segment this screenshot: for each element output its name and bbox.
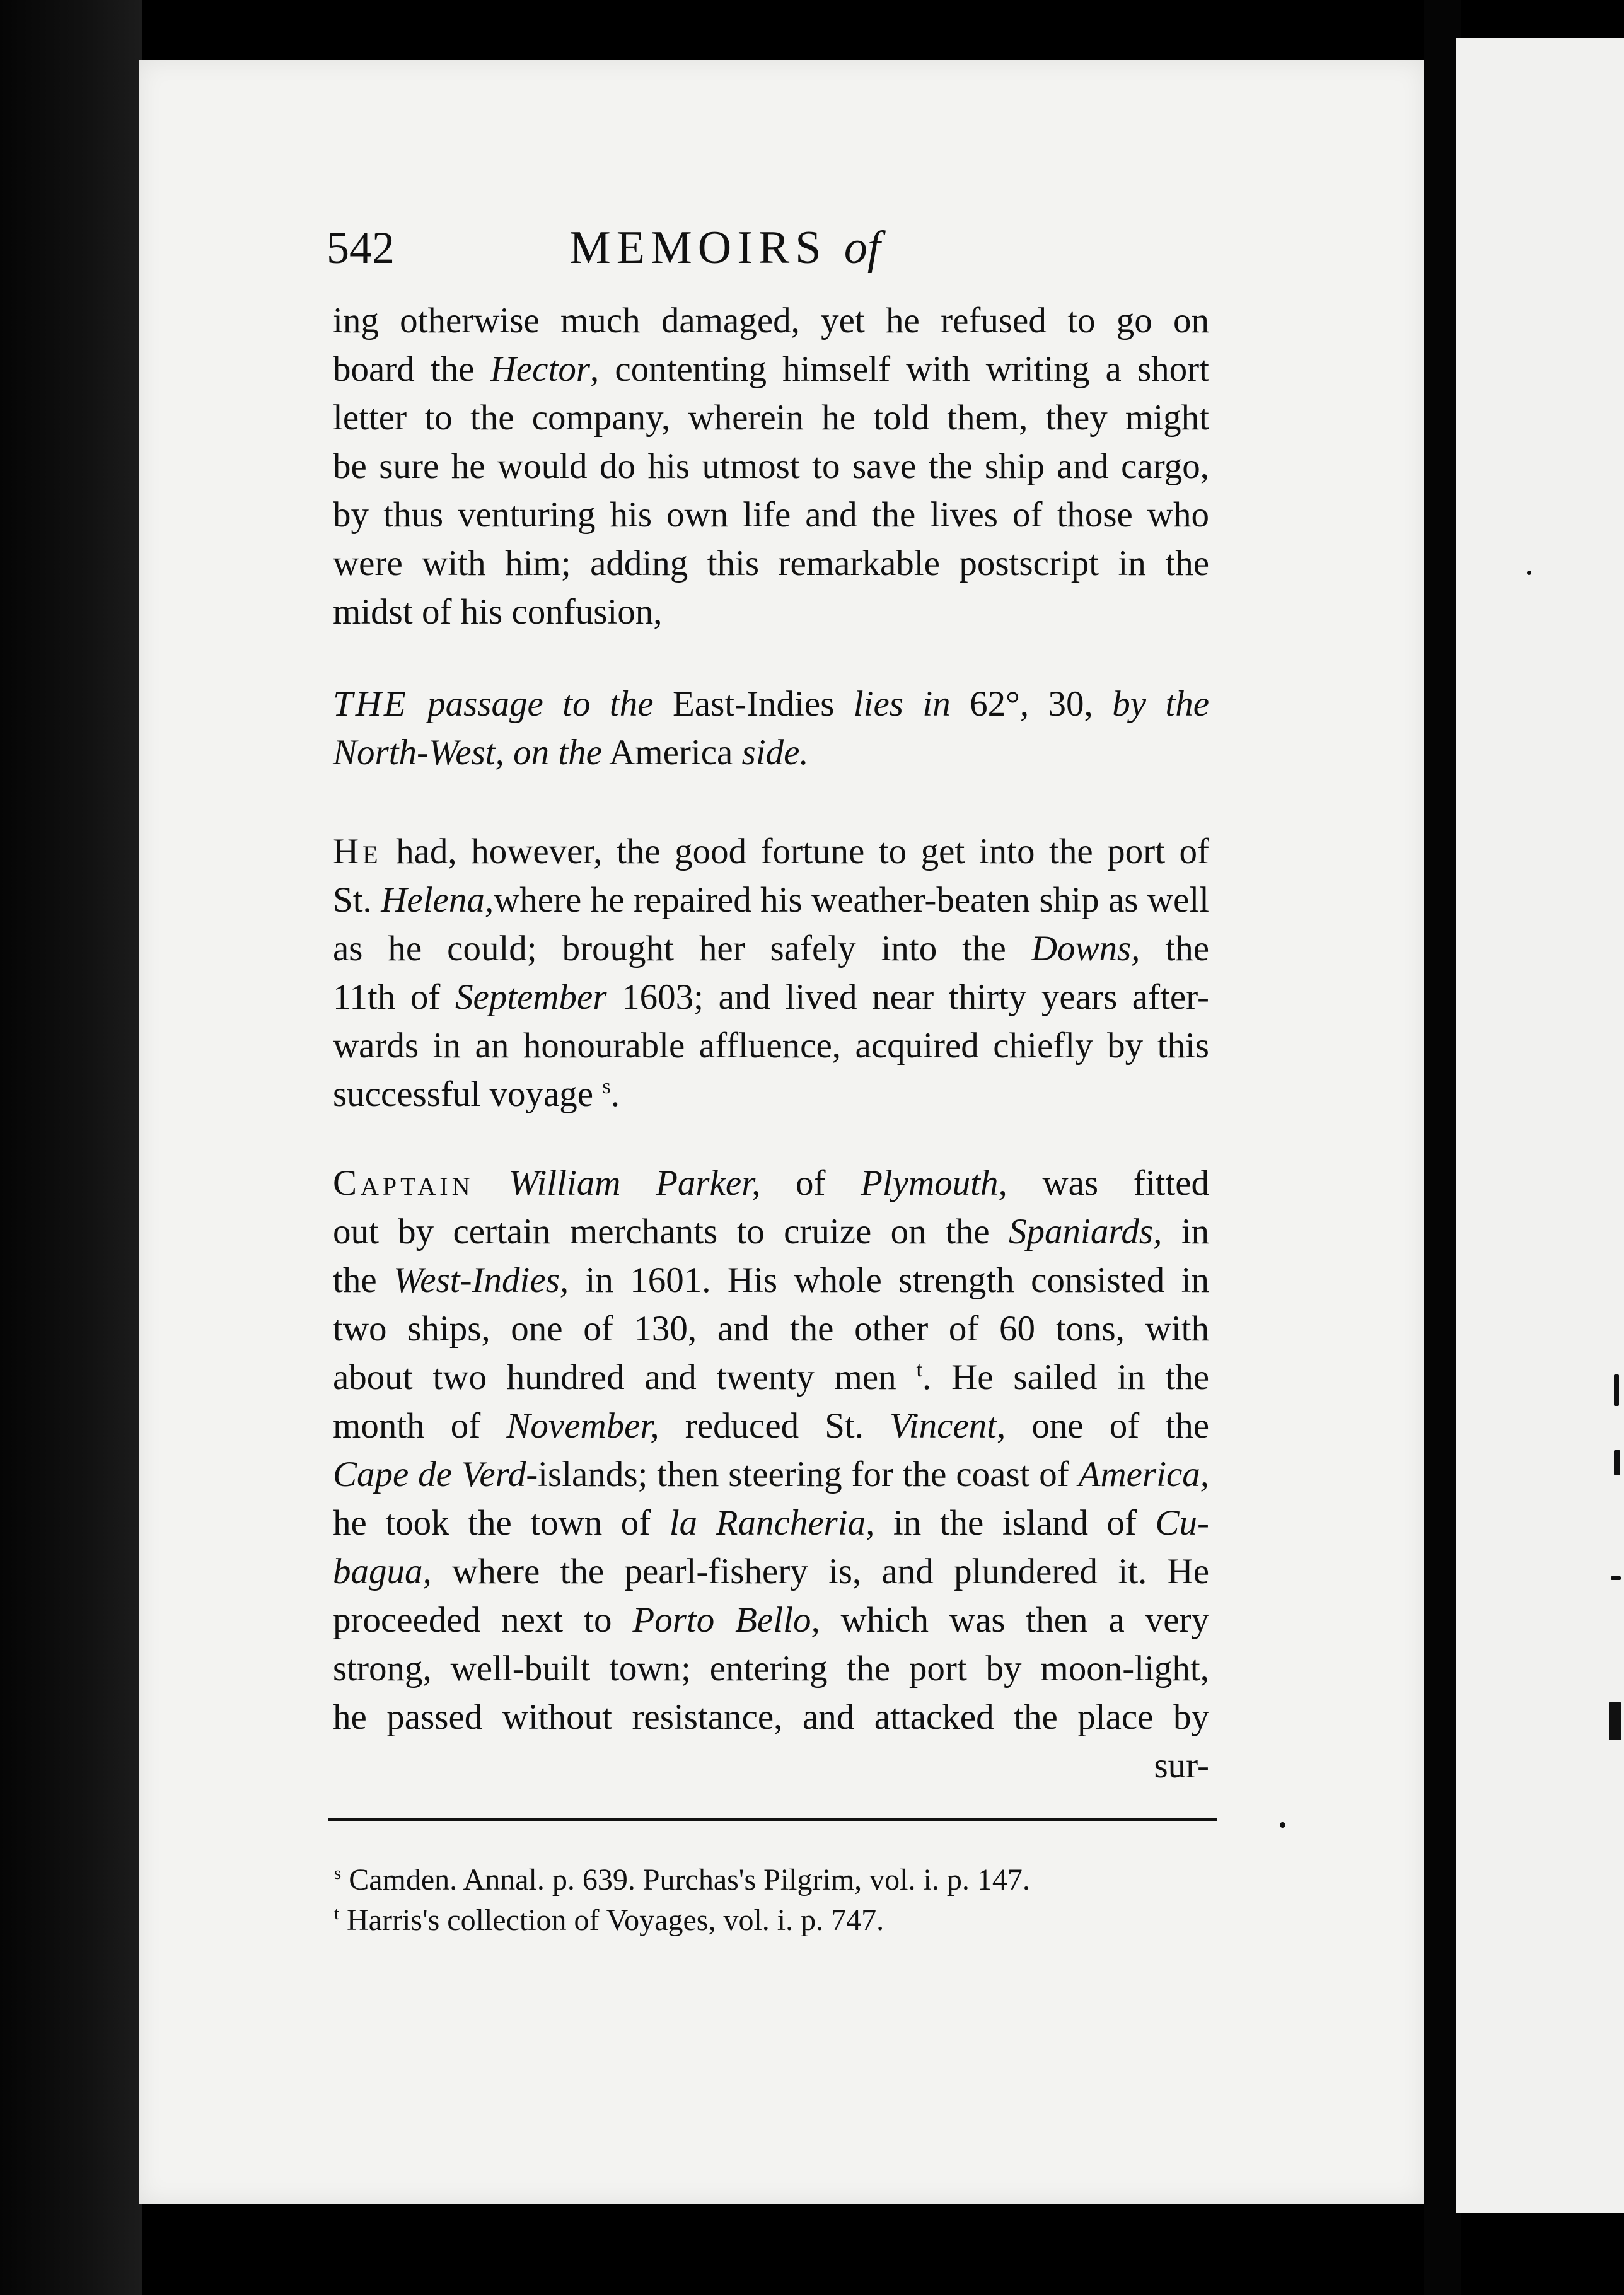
- adjacent-page-glyph: [1609, 1702, 1621, 1740]
- text-line: letter to the company, wherein he told them, they might: [333, 398, 1209, 438]
- scan-left-edge: [0, 0, 142, 2295]
- adjacent-page-glyph: [1611, 1576, 1621, 1580]
- footnotes: [334, 1860, 1223, 1941]
- text-line: the West-Indies, in 1601. His whole strength consisted in: [333, 1260, 1210, 1300]
- text-line: St. Helena,where he repaired his weather-beaten ship as well: [333, 880, 1209, 920]
- text-line: proceeded next to Porto Bello, which was then a very: [333, 1600, 1209, 1640]
- adjacent-page-glyph: [1614, 1374, 1619, 1406]
- text-line: be sure he would do his utmost to save the ship and cargo,: [333, 446, 1209, 486]
- text-line: midst of his confusion,: [333, 592, 663, 632]
- text-line: he took the town of la Rancheria, in the island of Cu-: [333, 1503, 1210, 1543]
- text-line: two ships, one of 130, and the other of 60 tons, with: [333, 1309, 1209, 1349]
- book-gutter: [1424, 0, 1461, 2295]
- text-line: out by certain merchants to cruize on the Spaniards, in: [333, 1212, 1210, 1252]
- text-line: Cape de Verd-islands; then steering for the coast of America,: [333, 1455, 1209, 1494]
- text-line: he passed without resistance, and attacked the place by: [333, 1697, 1209, 1737]
- text-line: board the Hector, contenting himself with writing a short: [333, 349, 1209, 389]
- text-line: Captain William Parker, of Plymouth, was fitted: [333, 1163, 1210, 1203]
- text-line: bagua, where the pearl-fishery is, and plundered it. He: [333, 1552, 1209, 1591]
- footnote-ref-t: t: [916, 1358, 923, 1381]
- catchword: sur-: [1154, 1746, 1209, 1786]
- page-number: 542: [327, 223, 395, 273]
- text-line: month of November, reduced St. Vincent, one of the: [333, 1406, 1210, 1446]
- adjacent-page-edge: [1456, 38, 1624, 2213]
- text-line: North-West, on the America side.: [333, 733, 809, 772]
- footnote-rule: [328, 1818, 1217, 1821]
- scan-speck: [1280, 1822, 1285, 1828]
- text-line: He had, however, the good fortune to get into the port of: [333, 832, 1209, 871]
- paragraph-captain-parker: [333, 1159, 1209, 1790]
- text-line: 11th of September 1603; and lived near thirty years after-: [333, 977, 1210, 1017]
- text-line: as he could; brought her safely into the Downs, the: [333, 929, 1210, 968]
- running-title: MEMOIRS of: [569, 222, 881, 274]
- text-line: wards in an honourable affluence, acquired chiefly by this: [333, 1026, 1209, 1066]
- footnote-s: $^s$ Camden. Annal. p. 639. Purchas's Pilgrim, vol. i. p. 147.: [334, 1863, 1030, 1897]
- footnote-ref-s: s: [602, 1075, 611, 1098]
- text-line: by thus venturing his own life and the lives of those who: [333, 495, 1209, 535]
- adjacent-page-glyph: [1614, 1450, 1620, 1475]
- text-line: successful voyage $^s$.: [333, 1074, 620, 1114]
- text-line: THE passage to the East-Indies lies in 62°, 30, by the: [333, 684, 1210, 724]
- text-line: about two hundred and twenty men $^t$. He sailed in the: [333, 1357, 1209, 1397]
- footnote-t: $^t$ Harris's collection of Voyages, vol. i. p. 747.: [334, 1903, 884, 1937]
- text-line: strong, well-built town; entering the port by moon-light,: [333, 1649, 1209, 1688]
- text-line: were with him; adding this remarkable postscript in the: [333, 543, 1209, 583]
- postscript-quote: [333, 680, 1209, 777]
- running-header: [327, 224, 1247, 287]
- paragraph-st-helena: [333, 827, 1209, 1118]
- text-line: ing otherwise much damaged, yet he refused to go on: [333, 301, 1209, 340]
- paragraph-continuation: [333, 296, 1209, 636]
- scan-speck: [1527, 571, 1531, 575]
